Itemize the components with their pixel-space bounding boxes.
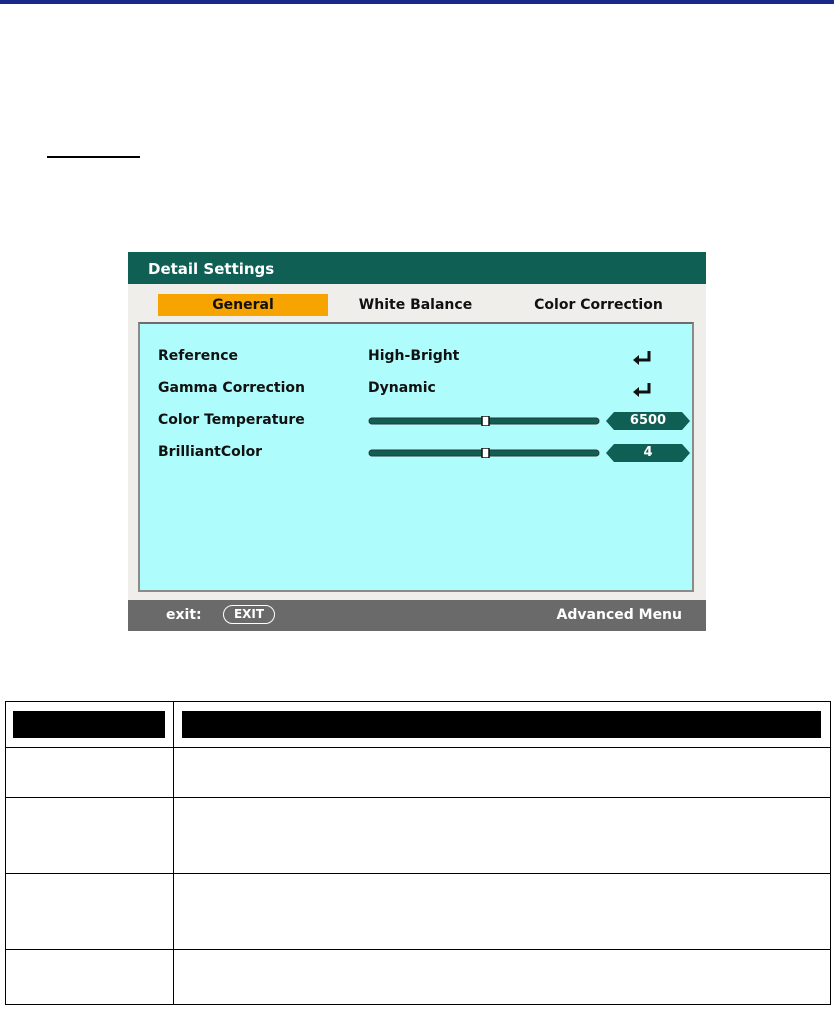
color-temperature-value: 6500 — [629, 413, 667, 428]
table-header-cell — [13, 711, 165, 738]
color-temperature-label: Color Temperature — [158, 412, 305, 428]
settings-description-table — [5, 701, 831, 1005]
table-row-divider — [6, 949, 830, 950]
detail-settings-menu — [128, 252, 706, 631]
exit-label: exit: — [166, 607, 202, 623]
reference-value[interactable]: High-Bright — [368, 348, 460, 364]
table-row-divider — [6, 873, 830, 874]
menu-title: Detail Settings — [148, 260, 275, 278]
section-heading-underline — [47, 156, 140, 158]
exit-button[interactable]: EXIT — [223, 605, 275, 624]
slider-thumb — [482, 448, 489, 458]
settings-panel — [138, 322, 694, 592]
table-row-divider — [6, 747, 830, 748]
tab-color-correction[interactable]: Color Correction — [534, 297, 663, 313]
menu-body — [128, 284, 706, 600]
tab-white-balance[interactable]: White Balance — [358, 297, 473, 313]
advanced-menu-label: Advanced Menu — [556, 607, 682, 623]
menu-footer — [128, 600, 706, 631]
tab-general[interactable]: General — [158, 294, 328, 316]
menu-title-bar — [128, 252, 706, 284]
table-row-divider — [6, 797, 830, 798]
brilliantcolor-value: 4 — [643, 445, 653, 460]
enter-icon[interactable] — [632, 382, 654, 398]
page-top-rule — [0, 0, 834, 4]
brilliantcolor-slider[interactable] — [368, 448, 600, 458]
slider-thumb — [482, 416, 489, 426]
table-header-cell — [182, 711, 821, 738]
gamma-correction-value[interactable]: Dynamic — [368, 380, 436, 396]
reference-label: Reference — [158, 348, 239, 364]
gamma-correction-label: Gamma Correction — [158, 380, 306, 396]
color-temperature-slider[interactable] — [368, 416, 600, 426]
brilliantcolor-label: BrilliantColor — [158, 444, 263, 460]
enter-icon[interactable] — [632, 350, 654, 366]
